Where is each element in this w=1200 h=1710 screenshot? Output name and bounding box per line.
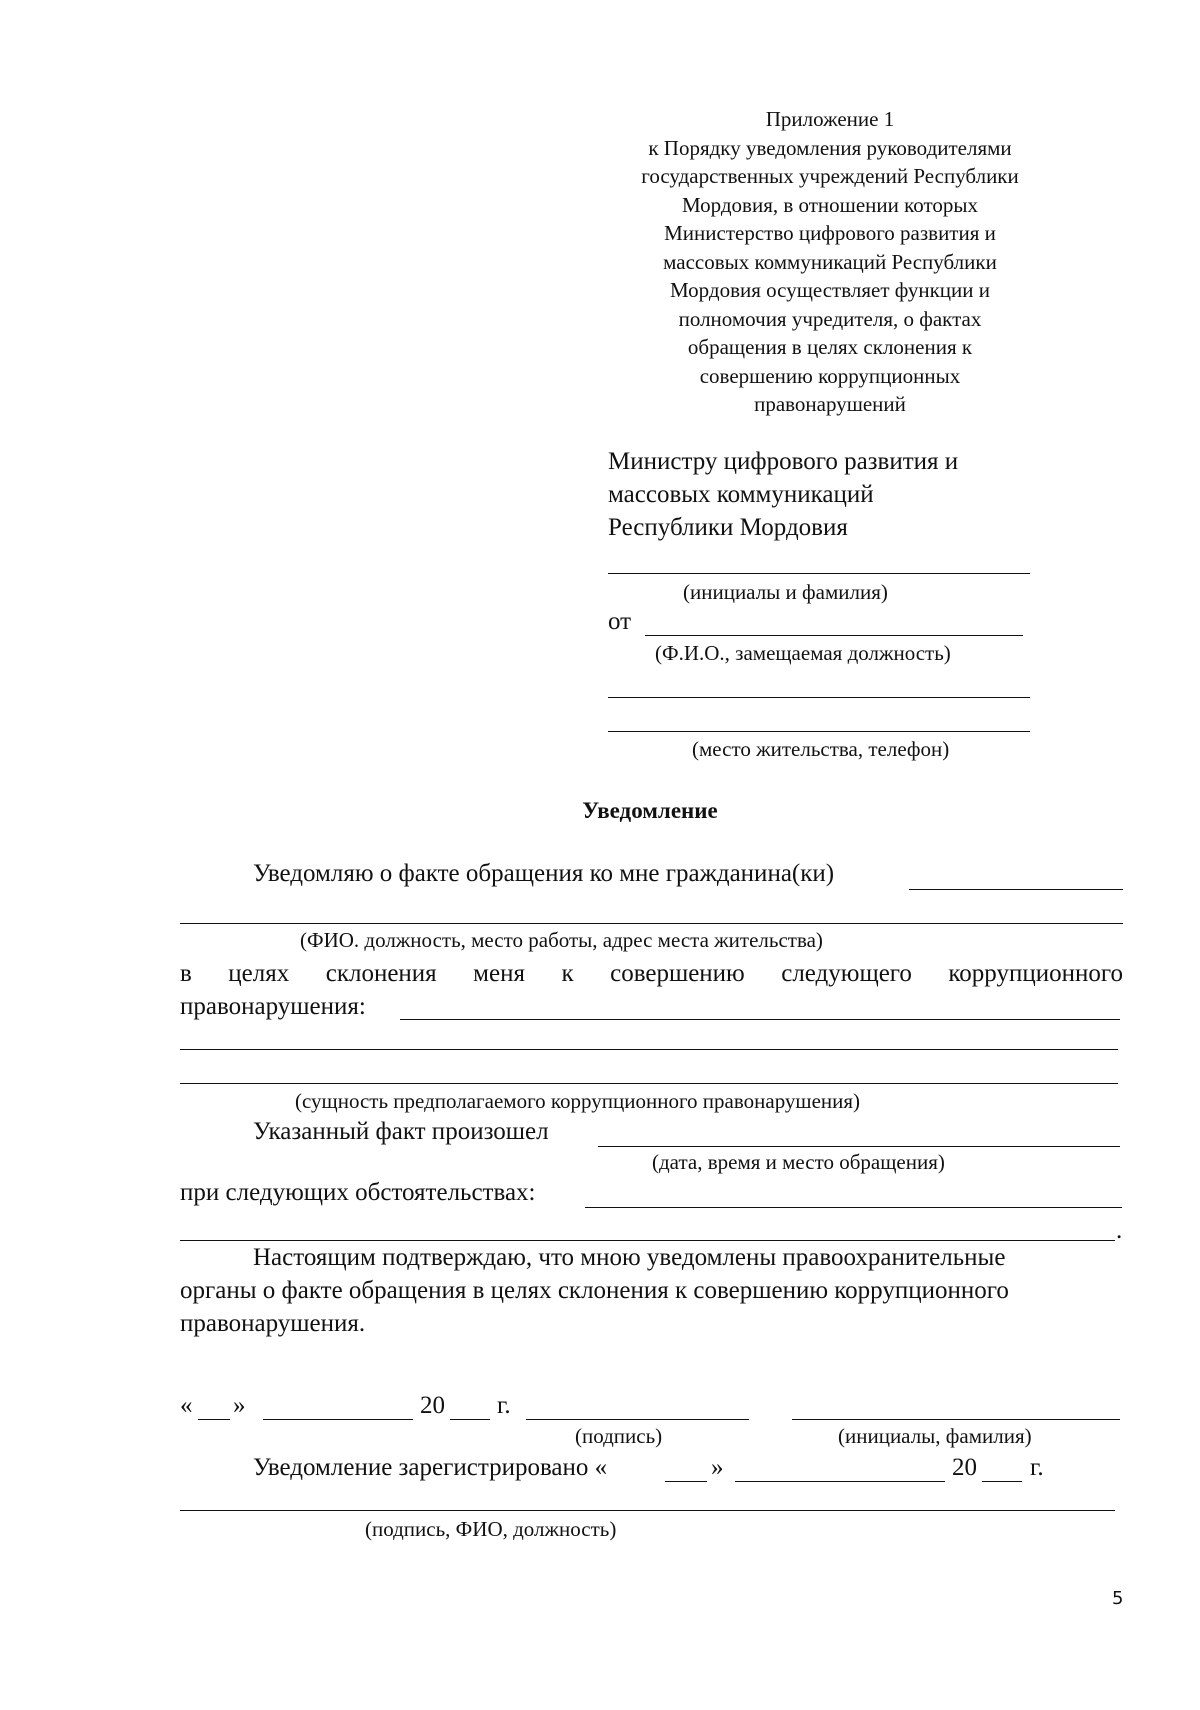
registration-quote-close: » bbox=[711, 1454, 724, 1481]
addressee-line: массовых коммуникаций bbox=[608, 481, 874, 508]
caption-citizen: (ФИО. должность, место работы, адрес места жительства) bbox=[300, 928, 823, 952]
appendix-line: полномочия учредителя, о фактах bbox=[678, 306, 982, 331]
caption-registration: (подпись, ФИО, должность) bbox=[365, 1517, 617, 1541]
date-quote-close: » bbox=[233, 1392, 246, 1419]
purpose-word: склонения bbox=[325, 960, 437, 987]
caption-fact: (дата, время и место обращения) bbox=[652, 1150, 945, 1174]
registration-signature-blank[interactable] bbox=[180, 1510, 1115, 1511]
line-period: . bbox=[1116, 1217, 1123, 1244]
confirm-line-2: органы о факте обращения в целях склонения к совершению коррупционного bbox=[180, 1277, 1009, 1304]
caption-signature: (подпись) bbox=[575, 1424, 663, 1448]
caption-offense: (сущность предполагаемого коррупционного правонарушения) bbox=[295, 1089, 861, 1113]
offense-label: правонарушения: bbox=[180, 993, 366, 1020]
appendix-line: Приложение 1 bbox=[765, 107, 895, 131]
offense-blank-line-1[interactable] bbox=[180, 1049, 1118, 1050]
purpose-line bbox=[180, 960, 1123, 988]
caption-fio: (Ф.И.О., замещаемая должность) bbox=[655, 641, 951, 665]
caption-residence: (место жительства, телефон) bbox=[692, 737, 950, 761]
registration-year-prefix: 20 bbox=[952, 1454, 977, 1481]
addressee-line: Республики Мордовия bbox=[608, 514, 848, 541]
fio-blank-line[interactable] bbox=[645, 635, 1023, 636]
registration-year-blank[interactable] bbox=[982, 1481, 1022, 1482]
fact-blank-line[interactable] bbox=[598, 1146, 1120, 1147]
day-blank[interactable] bbox=[198, 1419, 230, 1420]
month-blank[interactable] bbox=[263, 1419, 413, 1420]
purpose-word: коррупционного bbox=[948, 960, 1123, 987]
addressee-line: Министру цифрового развития и bbox=[608, 448, 959, 475]
appendix-line: правонарушений bbox=[754, 392, 906, 416]
year-blank[interactable] bbox=[450, 1419, 490, 1420]
caption-initials-signature: (инициалы, фамилия) bbox=[838, 1424, 1032, 1448]
registration-month-blank[interactable] bbox=[735, 1481, 945, 1482]
purpose-word: совершению bbox=[610, 960, 745, 987]
caption-initials: (инициалы и фамилия) bbox=[683, 580, 888, 604]
fact-label: Указанный факт произошел bbox=[253, 1118, 549, 1145]
notify-text: Уведомляю о факте обращения ко мне гражданина(ки) bbox=[253, 860, 835, 887]
circumstances-blank-inline[interactable] bbox=[585, 1207, 1122, 1208]
offense-blank-inline[interactable] bbox=[400, 1019, 1120, 1020]
signature-blank[interactable] bbox=[526, 1419, 749, 1420]
registration-year-suffix: г. bbox=[1030, 1454, 1044, 1481]
appendix-header bbox=[640, 105, 1020, 419]
purpose-word: к bbox=[561, 960, 574, 987]
citizen-blank-inline[interactable] bbox=[909, 889, 1123, 890]
appendix-line: Мордовия осуществляет функции и bbox=[670, 278, 990, 302]
residence-blank-line-2[interactable] bbox=[608, 731, 1030, 732]
appendix-line: Министерство цифрового развития и bbox=[664, 221, 996, 245]
from-label: от bbox=[608, 608, 632, 635]
page-number: 5 bbox=[1112, 1588, 1124, 1609]
date-quote-open: « bbox=[180, 1392, 193, 1419]
appendix-line: Мордовия, в отношении которых bbox=[682, 192, 978, 217]
circumstances-label: при следующих обстоятельствах: bbox=[180, 1179, 536, 1206]
document-title: Уведомление bbox=[582, 798, 718, 823]
addressee-block bbox=[608, 445, 958, 544]
initials-blank-line[interactable] bbox=[608, 573, 1030, 574]
appendix-line: к Порядку уведомления руководителями bbox=[648, 135, 1012, 160]
appendix-line: обращения в целях склонения к bbox=[687, 335, 973, 359]
purpose-word: следующего bbox=[781, 960, 912, 987]
purpose-word: целях bbox=[228, 960, 290, 987]
initials-signature-blank[interactable] bbox=[792, 1419, 1120, 1420]
purpose-word: меня bbox=[473, 960, 525, 987]
appendix-line: государственных учреждений Республики bbox=[641, 164, 1019, 188]
offense-blank-line-2[interactable] bbox=[180, 1083, 1118, 1084]
registration-label: Уведомление зарегистрировано « bbox=[253, 1454, 608, 1481]
appendix-line: совершению коррупционных bbox=[699, 363, 961, 388]
year-prefix: 20 bbox=[420, 1392, 445, 1419]
confirm-line-3: правонарушения. bbox=[180, 1310, 366, 1337]
residence-blank-line-1[interactable] bbox=[608, 697, 1030, 698]
purpose-word: в bbox=[180, 960, 192, 987]
registration-day-blank[interactable] bbox=[665, 1481, 707, 1482]
citizen-blank-line[interactable] bbox=[180, 923, 1123, 924]
appendix-line: массовых коммуникаций Республики bbox=[663, 249, 997, 274]
circumstances-blank-line[interactable] bbox=[180, 1240, 1115, 1241]
confirm-line-1: Настоящим подтверждаю, что мною уведомлены правоохранительные bbox=[253, 1244, 1006, 1271]
year-suffix: г. bbox=[497, 1392, 511, 1419]
